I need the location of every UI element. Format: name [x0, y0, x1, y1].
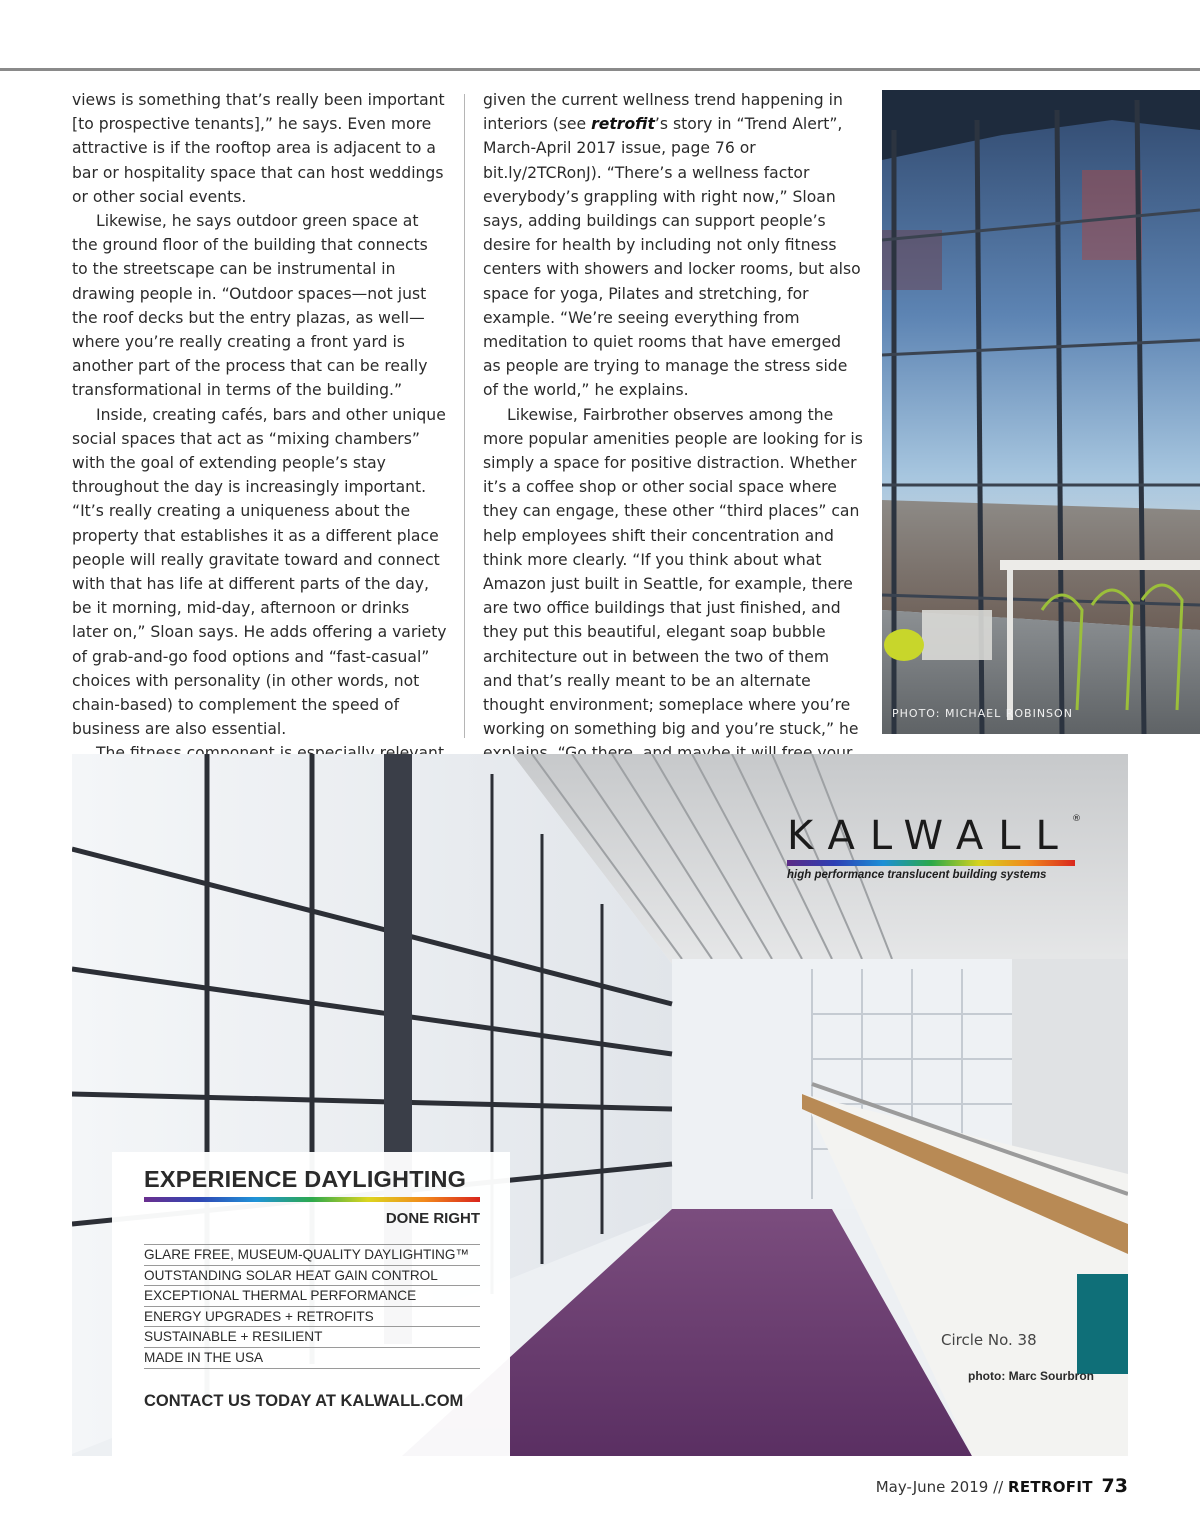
page-number: 73: [1101, 1475, 1128, 1497]
kalwall-logo: [787, 813, 1081, 881]
text-run: ’s story in “Trend Alert”, March-April 2017 issue, page 76 or bit.ly/2TCRonJ). “There’s a wellness factor everybody’s grappling with right now,” Sloan says, adding buildings can support people’s desire for health by including not only fitness centers with showers and locker rooms, but also space for yoga, Pilates and stretching, for example. “We’re seeing everything from meditation to quiet rooms that have emerged as people are trying to manage the stress side of the world,” he explains.: [483, 115, 861, 400]
article-paragraph: Likewise, Fairbrother observes among the more popular amenities people are looking for is simply a space for positive distraction. Whether it’s a coffee shop or other social space where they can engage, these other “third places” can help employees shift their concentration and think more clearly. “If you think about what Amazon just built in Seattle, for example, there are two office buildings that just finished, and they put this beautiful, elegant soap bubble architecture out in between the two of them and that’s really meant to be an alternate thought environment; someplace where you’re working on something big and you’re stuck,” he: [483, 405, 863, 739]
article-paragraph: views is something that’s really been important [to prospective tenants],” he says. Even more attractive is if the rooftop area is adjacent to a bar or hospitality space that can host weddings or other social events.: [72, 91, 445, 206]
rooftop-photo-illustration: [882, 90, 1200, 734]
article-paragraph: Likewise, he says outdoor green space at the ground floor of the building that connects to the streetscape can be instrumental in drawing people in. “Outdoor spaces—not just the roof decks but the entry plazas, as well—where you’re really creating a front yard is another part of the process that can be really transformational in terms of the building.”: [72, 212, 428, 400]
ad-photo-credit: photo: Marc Sourbron: [968, 1369, 1094, 1383]
ad-headline: EXPERIENCE DAYLIGHTING: [144, 1166, 467, 1192]
photo-credit: PHOTO: MICHAEL ROBINSON: [892, 707, 1073, 720]
logo-wordmark: KALWALL: [787, 813, 1073, 859]
magazine-name-inline: retrofit: [591, 115, 655, 134]
feature-item: GLARE FREE, MUSEUM-QUALITY DAYLIGHTING™: [144, 1244, 480, 1266]
kalwall-advertisement: [72, 754, 1128, 1456]
issue-date: May-June 2019 //: [875, 1478, 1004, 1496]
magazine-name: RETROFIT: [1007, 1478, 1093, 1496]
article-column-1: [72, 88, 448, 766]
spectrum-divider: [144, 1197, 480, 1202]
rooftop-photo: [882, 90, 1200, 734]
registered-mark: ®: [1072, 814, 1081, 824]
feature-item: MADE IN THE USA: [144, 1348, 480, 1369]
column-divider: [464, 94, 465, 738]
circle-number: Circle No. 38: [941, 1331, 1037, 1349]
page-footer: [876, 1475, 1128, 1497]
article-paragraph: Inside, creating cafés, bars and other unique social spaces that act as “mixing chambers” with the goal of extending people’s stay throughout the day is increasingly important. “It’s really creating a uniqueness about the property that establishes it as a different place people will really gravitate toward and connect with that has life at different parts of the day, be it morning, mid-day, afternoon or drinks later on,” Sloan says. He adds offering a variety of grab-and-go food options and “fast-casual” choices with personality (in other words, not chain-based) to complement the speed of business are also essential.: [72, 405, 447, 739]
logo-spectrum-bar: [787, 860, 1075, 866]
top-rule: [0, 68, 1200, 71]
feature-item: OUTSTANDING SOLAR HEAT GAIN CONTROL: [144, 1266, 480, 1287]
ad-subhead: DONE RIGHT: [385, 1210, 480, 1227]
article-paragraph: [483, 88, 863, 403]
ad-info-panel: [112, 1152, 510, 1456]
feature-list: [144, 1244, 480, 1369]
feature-item: EXCEPTIONAL THERMAL PERFORMANCE: [144, 1286, 480, 1307]
logo-tagline: high performance translucent building systems: [787, 869, 1047, 881]
text-run: given the current wellness trend happening in interiors (see: [483, 91, 843, 134]
article-column-2: [483, 88, 863, 790]
contact-cta[interactable]: CONTACT US TODAY AT KALWALL.COM: [144, 1392, 464, 1410]
feature-item: SUSTAINABLE + RESILIENT: [144, 1327, 480, 1348]
feature-item: ENERGY UPGRADES + RETROFITS: [144, 1307, 480, 1328]
